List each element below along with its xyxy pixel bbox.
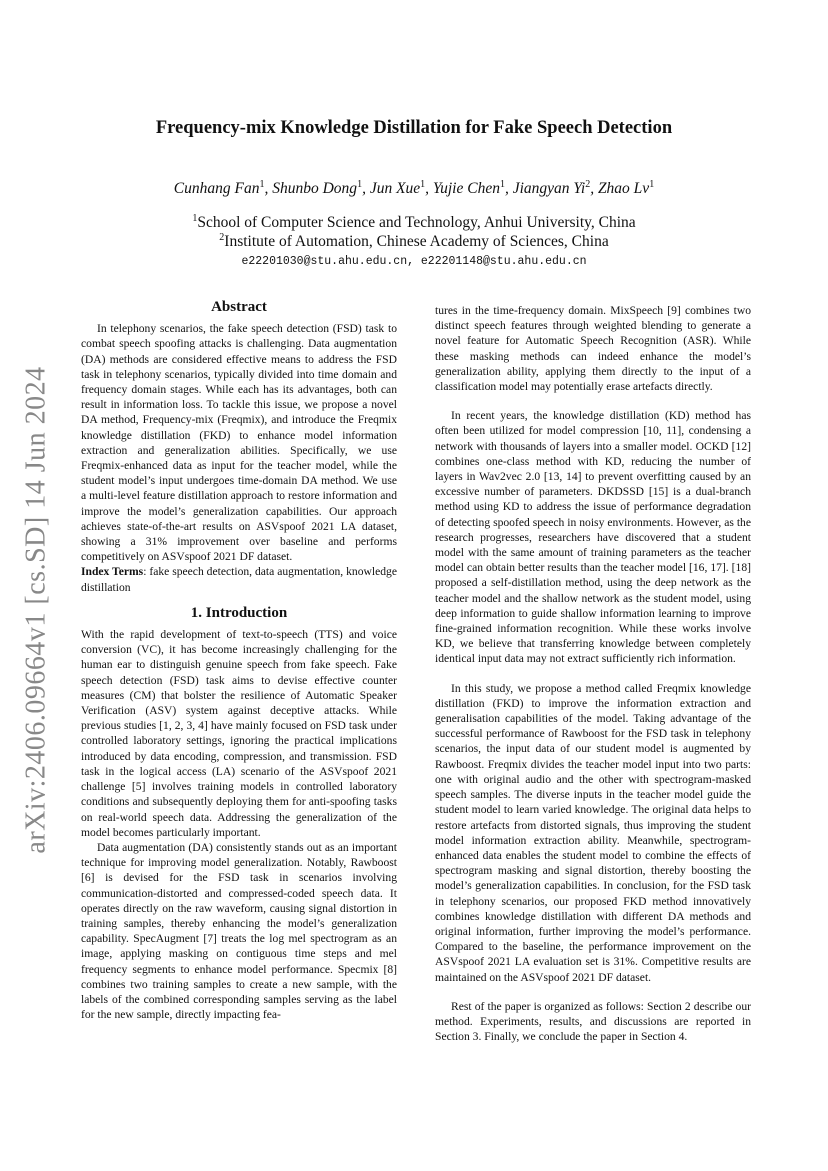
author-name: Jiangyan Yi [512,180,586,198]
affiliation-mark: 2 [219,232,225,243]
author-name: Yujie Chen [432,180,500,198]
affiliation-text: School of Computer Science and Technology, Anhui University, China [197,214,636,232]
index-terms-text: : fake speech detection, data augmentation, knowledge distillation [81,565,397,594]
author-affil-mark: 1 [649,179,655,190]
author-affil-mark: 1 [259,179,265,190]
author-affil-mark: 1 [420,179,426,190]
intro-paragraph-5: Rest of the paper is organized as follows: Section 2 describe our method. Experiments, results, and discussions are reported in Section 3. Finally, we conclude the paper in Section 4. [435,999,751,1044]
author-emails: e22201030@stu.ahu.edu.cn, e22201148@stu.ahu.edu.cn [241,255,587,268]
intro-paragraph-3: In recent years, the knowledge distillation (KD) method has often been utilized for model compression [10, 11], condensing a network with thousands of layers into a smaller model. OCKD [12] combines one-class method with KD, reducing the number of layers in Wav2vec 2.0 [13, 14] to prevent overfitting caused by an excessive number of parameters. DKDSSD [15] is a dual-branch method using KD to address the issue of performance degradation of detecting spoofed speech in noisy environments. However, as the research progresses, researchers have discovered that a student model with the same amount of training parameters as the teacher model can obtain better results than the teacher model [16, 17]. [18] proposed a self-distillation method, using the deep network as the teacher model and the shallow network as the student model, using deep information to guide shallow information learning to improve fine-grained information recognition. While these works involve KD, we believe that transferring knowledge between completely identical input data may not extract sufficiently rich information. [435,409,751,666]
intro-paragraph-2-continued: tures in the time-frequency domain. MixSpeech [9] combines two distinct speech features through weighted blending to generate a novel feature for Automatic Speech Recognition (ASR). While these masking methods can indeed enhance the model’s generalization ability, applying them directly to the input of a classification model may potentially erase artefacts directly. [435,304,751,394]
author-list: Cunhang Fan$^1$, Shunbo Dong$^1$, Jun Xue$^1$, Yujie Chen$^1$, Jiangyan Yi$^2$, Zhao Lv$^1$ [173,179,655,198]
author-name: Zhao Lv [597,180,650,198]
abstract-heading: Abstract [211,299,267,315]
index-terms-label: Index Terms [81,565,144,579]
author-affil-mark: 2 [585,179,591,190]
author-name: Shunbo Dong [272,180,358,198]
affiliation-1 [0,213,828,232]
arxiv-identifier [21,366,53,854]
intro-paragraph-2: Data augmentation (DA) consistently stands out as an important technique for improving model generalization. Notably, Rawboost [6] is devised for the FSD task in scenarios involving communication-distorted and compressed-coded speech data. It operates directly on the raw waveform, causing signal distortion in training samples, thereby enhancing the model’s generalization capability. SpecAugment [7] treats the log mel spectrogram as an image, applying masking on contiguous time steps and mel frequency segments to enhance model performance. Specmix [8] combines two training samples to create a new sample, with the labels of the combined corresponding samples serving as the label for the new sample, directly impacting fea- [81,840,397,1022]
author-name: Jun Xue [369,180,421,198]
author-affil-mark: 1 [357,179,363,190]
author-affil-mark: 1 [499,179,505,190]
affiliation-text: Institute of Automation, Chinese Academy of Sciences, China [224,233,609,251]
author-name: Cunhang Fan [173,180,260,198]
abstract-text: In telephony scenarios, the fake speech detection (FSD) task to combat speech spoofing attacks is challenging. Data augmentation (DA) methods are considered effective means to address the FSD task in telephony scenarios, typically divided into time domain and frequency domain stages. While each has its advantages, both can result in information loss. To tackle this issue, we propose a novel DA method, Frequency-mix (Freqmix), and introduce the Freqmix knowledge distillation (FKD) to enhance model information extraction and generalization abilities. Specifically, we use Freqmix-enhanced data as input for the teacher model, while the student model’s input undergoes time-domain DA method. We use a multi-level feature distillation approach to restore information and improve the model’s generalization capabilities. Our approach achieves state-of-the-art results on ASVspoof 2021 LA dataset, showing a 31% improvement over baseline and performs competitively on ASVspoof 2021 DF dataset. [81,322,397,564]
paper-title: Frequency-mix Knowledge Distillation for Fake Speech Detection [155,118,673,138]
affiliation-mark: 1 [192,213,198,224]
intro-paragraph-1: With the rapid development of text-to-speech (TTS) and voice conversion (VC), it has become increasingly challenging for the human ear to distinguish genuine speech from fake speech. Fake speech detection (FSD) task aims to devise effective counter measures (CM) that bolster the resilience of Automatic Speaker Verification (ASV) system against deceptive attacks. While previous studies [1, 2, 3, 4] have mainly focused on FSD task under controlled laboratory settings, ignoring the practical implications introduced by data encoding, compression, and transmission. FSD task in the logical access (LA) scenario of the ASVspoof 2021 challenge [5] involves training models in controlled laboratory conditions and subsequently deploying them for anti-spoofing tasks on real-world speech data. Addressing the generalization of the model becomes particularly important. [81,628,397,839]
introduction-heading: 1. Introduction [190,604,288,621]
index-terms [81,564,397,594]
right-column [435,303,751,1044]
arxiv-identifier-text: arXiv:2406.09664v1 [cs.SD] 14 Jun 2024 [21,366,53,854]
affiliation-2 [0,232,828,251]
left-column [81,300,397,1022]
intro-paragraph-4: In this study, we propose a method called Freqmix knowledge distillation (FKD) to improve the information extraction and generalisation capabilities of the model. Taking advantage of the successful performance of Rawboost for the FSD task in telephony scenarios, the input data of our student model is augmented by Rawboost. Freqmix divides the teacher model input into two parts: one with original audio and the other with spectrogram-masked speech samples. The diverse inputs in the teacher model guide the student model to learn varied knowledge. The original data helps to restore artefacts from distorted signals, thus improving the student model information extraction ability. Meanwhile, spectrogram-enhanced data enables the student model to combine the effects of spectrogram masking and signal distortion, thereby boosting the model’s generalization capabilities. In conclusion, for the FSD task in telephony scenarios, our proposed FKD method innovatively combines knowledge distillation with different DA methods and original information, further improving the model’s performance. Compared to the baseline, the performance improvement on the ASVspoof 2021 LA evaluation set is 31%. Competitive results are maintained on the ASVspoof 2021 DF dataset. [435,681,751,984]
